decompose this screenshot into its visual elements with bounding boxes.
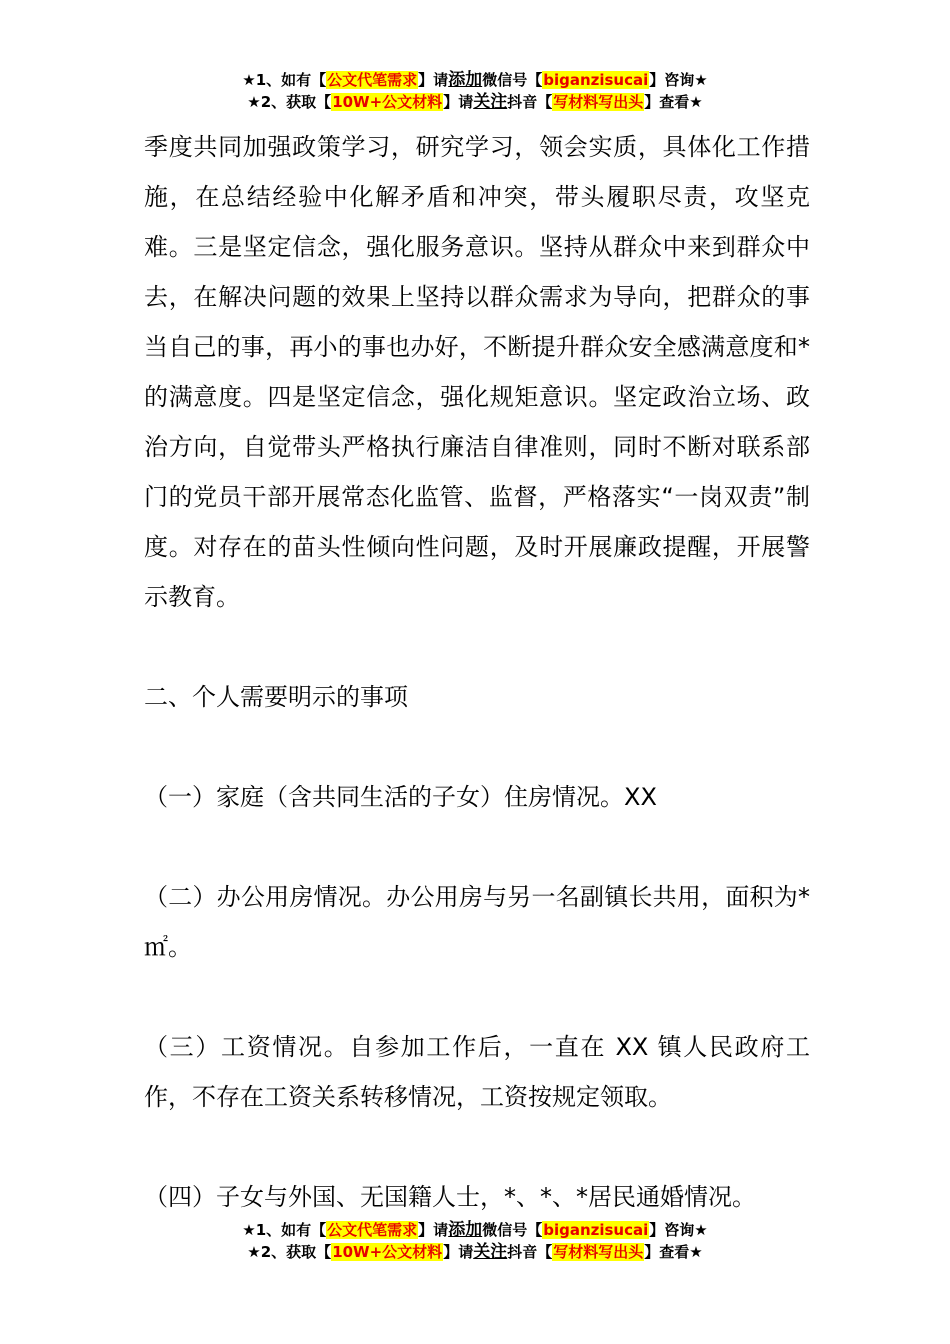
body-paragraph: 季度共同加强政策学习，研究学习，领会实质，具体化工作措施，在总结经验中化解矛盾和冲突，带头履职尽责，攻坚克难。三是坚定信念，强化服务意识。坚持从群众中来到群众中去，在解决问题的效果上坚持以群众需求为导向，把群众的事当自己的事，再小的事也办好，不断提升群众安全感满意度和*的满意度。四是坚定信念，强化规矩意识。坚定政治立场、政治方向，自觉带头严格执行廉洁自律准则，同时不断对联系部门的党员干部开展常态化监管、监督，严格落实“一岗双责”制度。对存在的苗头性倾向性问题，及时开展廉政提醒，开展警示教育。 [144, 133, 810, 611]
banner-line-1: ★1、如有【公文代笔需求】请添加微信号【biganzisucai】咨询★ [242, 70, 708, 90]
banner-highlight-materials: 10W+公文材料 [332, 1243, 443, 1261]
footer-banner [0, 1219, 950, 1263]
banner-highlight-wechat-id: biganzisucai [543, 1221, 649, 1239]
section-heading: 二、个人需要明示的事项 [144, 683, 408, 711]
banner-highlight-service: 公文代笔需求 [327, 1221, 418, 1239]
list-item-salary: （三）工资情况。自参加工作后，一直在 XX 镇人民政府工作，不存在工资关系转移情况，工资按规定领取。 [144, 1033, 810, 1111]
banner-highlight-douyin: 写材料写出头 [553, 1243, 644, 1261]
list-item-housing: （一）家庭（含共同生活的子女）住房情况。XX [144, 783, 657, 811]
banner-line-2: ★2、获取【10W+公文材料】请关注抖音【写材料写出头】查看★ [247, 1242, 703, 1262]
banner-highlight-douyin: 写材料写出头 [553, 93, 644, 111]
banner-highlight-wechat-id: biganzisucai [543, 71, 649, 89]
list-item-office: （二）办公用房情况。办公用房与另一名副镇长共用，面积为*㎡。 [144, 883, 810, 961]
banner-highlight-service: 公文代笔需求 [327, 71, 418, 89]
document-body [144, 122, 810, 1222]
list-item-marriage: （四）子女与外国、无国籍人士，*、*、*居民通婚情况。 [144, 1183, 756, 1211]
header-banner [0, 69, 950, 113]
banner-line-2: ★2、获取【10W+公文材料】请关注抖音【写材料写出头】查看★ [247, 92, 703, 112]
banner-highlight-materials: 10W+公文材料 [332, 93, 443, 111]
banner-line-1: ★1、如有【公文代笔需求】请添加微信号【biganzisucai】咨询★ [242, 1220, 708, 1240]
